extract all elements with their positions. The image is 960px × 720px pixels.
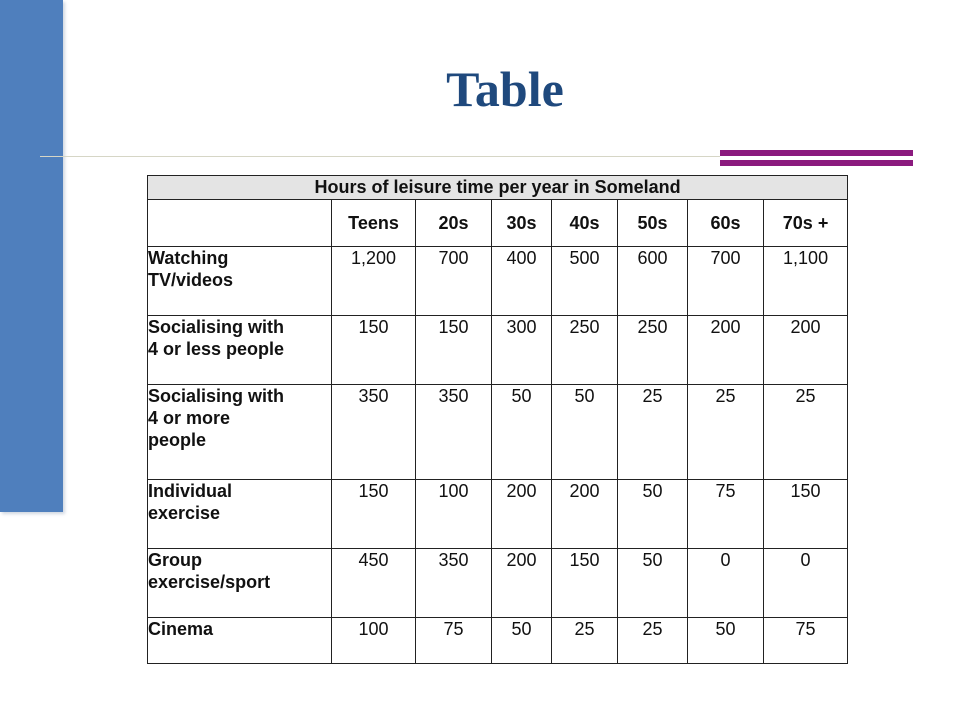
table-cell: 250 — [618, 316, 688, 385]
column-header: 30s — [492, 200, 552, 247]
table-cell: 500 — [552, 247, 618, 316]
table-cell: 25 — [688, 385, 764, 479]
table-cell: 100 — [332, 617, 416, 663]
column-header: 60s — [688, 200, 764, 247]
table-cell: 150 — [416, 316, 492, 385]
row-label: Group exercise/sport — [148, 548, 332, 617]
table-cell: 450 — [332, 548, 416, 617]
table-row — [148, 247, 848, 316]
table-cell: 200 — [764, 316, 848, 385]
accent-bar-top — [720, 150, 913, 156]
column-header-row — [148, 200, 848, 247]
table-cell: 200 — [552, 479, 618, 548]
table-cell: 50 — [492, 617, 552, 663]
table-cell: 25 — [552, 617, 618, 663]
row-label: Socialising with 4 or less people — [148, 316, 332, 385]
slide-title: Table — [446, 61, 564, 117]
table-row — [148, 548, 848, 617]
corner-header-cell — [148, 200, 332, 247]
table-cell: 200 — [688, 316, 764, 385]
table-cell: 1,100 — [764, 247, 848, 316]
table-cell: 1,200 — [332, 247, 416, 316]
table-cell: 400 — [492, 247, 552, 316]
table-cell: 0 — [764, 548, 848, 617]
column-header: 70s + — [764, 200, 848, 247]
table-cell: 100 — [416, 479, 492, 548]
table-title: Hours of leisure time per year in Someland — [148, 176, 848, 200]
column-header: 20s — [416, 200, 492, 247]
table-cell: 300 — [492, 316, 552, 385]
leisure-table — [147, 175, 848, 664]
table-cell: 350 — [416, 548, 492, 617]
table-cell: 75 — [416, 617, 492, 663]
table-cell: 50 — [618, 548, 688, 617]
table-cell: 700 — [688, 247, 764, 316]
table-cell: 150 — [332, 479, 416, 548]
column-header: 40s — [552, 200, 618, 247]
table-cell: 150 — [332, 316, 416, 385]
table-cell: 0 — [688, 548, 764, 617]
table-cell: 600 — [618, 247, 688, 316]
row-label: Socialising with 4 or more people — [148, 385, 332, 479]
table-cell: 50 — [688, 617, 764, 663]
table-cell: 25 — [618, 617, 688, 663]
table-cell: 150 — [552, 548, 618, 617]
table-row — [148, 316, 848, 385]
table-row — [148, 617, 848, 663]
row-label: Individual exercise — [148, 479, 332, 548]
table-row — [148, 479, 848, 548]
table-row — [148, 385, 848, 479]
table-cell: 200 — [492, 548, 552, 617]
accent-bar-bottom — [720, 160, 913, 166]
table-cell: 350 — [416, 385, 492, 479]
table-cell: 50 — [552, 385, 618, 479]
table-cell: 700 — [416, 247, 492, 316]
column-header: Teens — [332, 200, 416, 247]
column-header: 50s — [618, 200, 688, 247]
row-label: Cinema — [148, 617, 332, 663]
table-cell: 75 — [688, 479, 764, 548]
table-cell: 75 — [764, 617, 848, 663]
table-cell: 200 — [492, 479, 552, 548]
table-cell: 25 — [618, 385, 688, 479]
table-cell: 50 — [618, 479, 688, 548]
table-cell: 25 — [764, 385, 848, 479]
table-cell: 250 — [552, 316, 618, 385]
title-divider — [40, 156, 720, 157]
table-cell: 150 — [764, 479, 848, 548]
row-label: Watching TV/videos — [148, 247, 332, 316]
table-cell: 50 — [492, 385, 552, 479]
table-cell: 350 — [332, 385, 416, 479]
